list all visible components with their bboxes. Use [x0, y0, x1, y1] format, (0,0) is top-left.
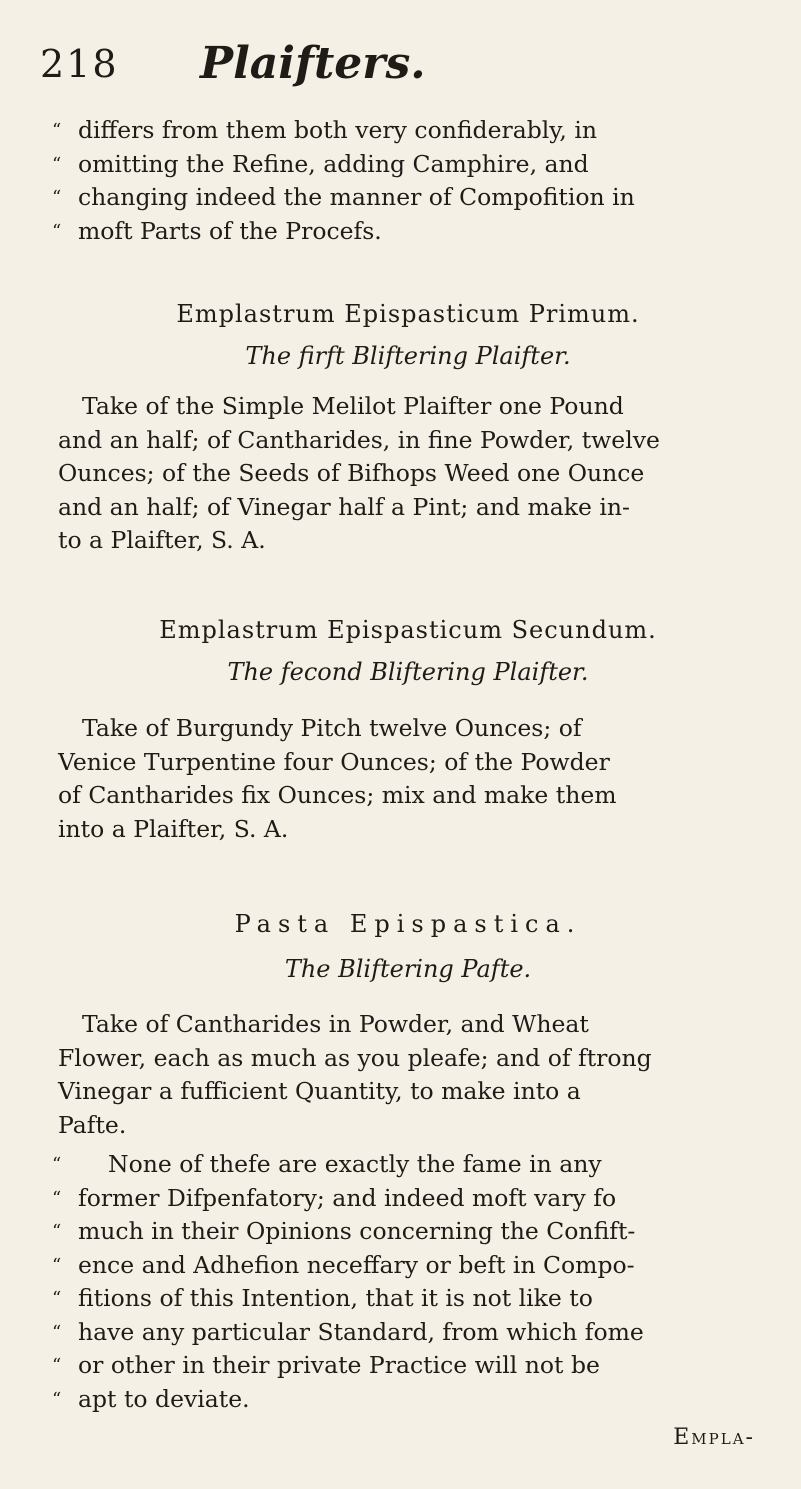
- quote-mark: “: [52, 1288, 62, 1309]
- recipe-subtitle: The fecond Bliftering Plaifter.: [227, 658, 589, 686]
- recipe-subtitle: The Bliftering Pafte.: [284, 955, 532, 983]
- page-header: [40, 38, 760, 102]
- quote-mark: “: [52, 1321, 62, 1343]
- recipe-title: Emplastrum Epispasticum Secundum.: [159, 616, 657, 644]
- intro-quote: [52, 114, 752, 248]
- catchword: Empla-: [673, 1425, 755, 1450]
- quote-mark: “: [52, 187, 62, 208]
- recipe-subtitle: The firft Bliftering Plaifter.: [245, 342, 571, 370]
- recipe-title: Pasta Epispastica.: [234, 910, 582, 938]
- quote-mark: “: [52, 220, 62, 242]
- quote-mark: “: [52, 1187, 62, 1209]
- quote-mark: “: [52, 120, 62, 141]
- recipe-body: Take of Cantharides in Powder, and Wheat Flower, each as much as you pleafe; and of ftrong Vinegar a fufficient Quantity, to make into a Pafte.: [58, 1010, 652, 1139]
- recipe-title: Emplastrum Epispasticum Primum.: [176, 300, 640, 328]
- quote-mark: “: [52, 153, 62, 175]
- quote-mark: “: [52, 1254, 62, 1276]
- quote-mark: “: [52, 1221, 62, 1242]
- recipe-body: Take of Burgundy Pitch twelve Ounces; of Venice Turpentine four Ounces; of the Powder of Cantharides fix Ounces; mix and make them into a Plaifter, S. A.: [58, 714, 617, 843]
- page-number: 218: [40, 42, 119, 86]
- closing-quote: “ None of thefe are exactly the fame in any “ former Difpenfatory; and indeed moft vary fo “ much in their Opinions concerning the Confift- “ ence and Adhefion neceffary or beft in Compo- “ fitions of this Intention, that it is not like to “ have any particular Standard, from which fome “ or other in their private Practice will not be “ apt to deviate.: [52, 1148, 752, 1416]
- quote-mark: “: [52, 1355, 62, 1376]
- quote-line: “ differs from them both very confiderably, in: [52, 114, 752, 148]
- running-title: Plaifters.: [200, 38, 426, 89]
- quote-line: “ changing indeed the manner of Compofition in: [52, 181, 752, 215]
- recipe-body: Take of the Simple Melilot Plaifter one Pound and an half; of Cantharides, in fine Powder, twelve Ounces; of the Seeds of Bifhops Weed one Ounce and an half; of Vinegar half a Pint; and make in- to a Plaifter, S. A.: [58, 392, 660, 554]
- quote-line: “ omitting the Refine, adding Camphire, and: [52, 148, 752, 182]
- quote-mark: “: [52, 1154, 62, 1175]
- quote-mark: “: [52, 1388, 62, 1410]
- quote-line: “ moft Parts of the Procefs.: [52, 215, 752, 249]
